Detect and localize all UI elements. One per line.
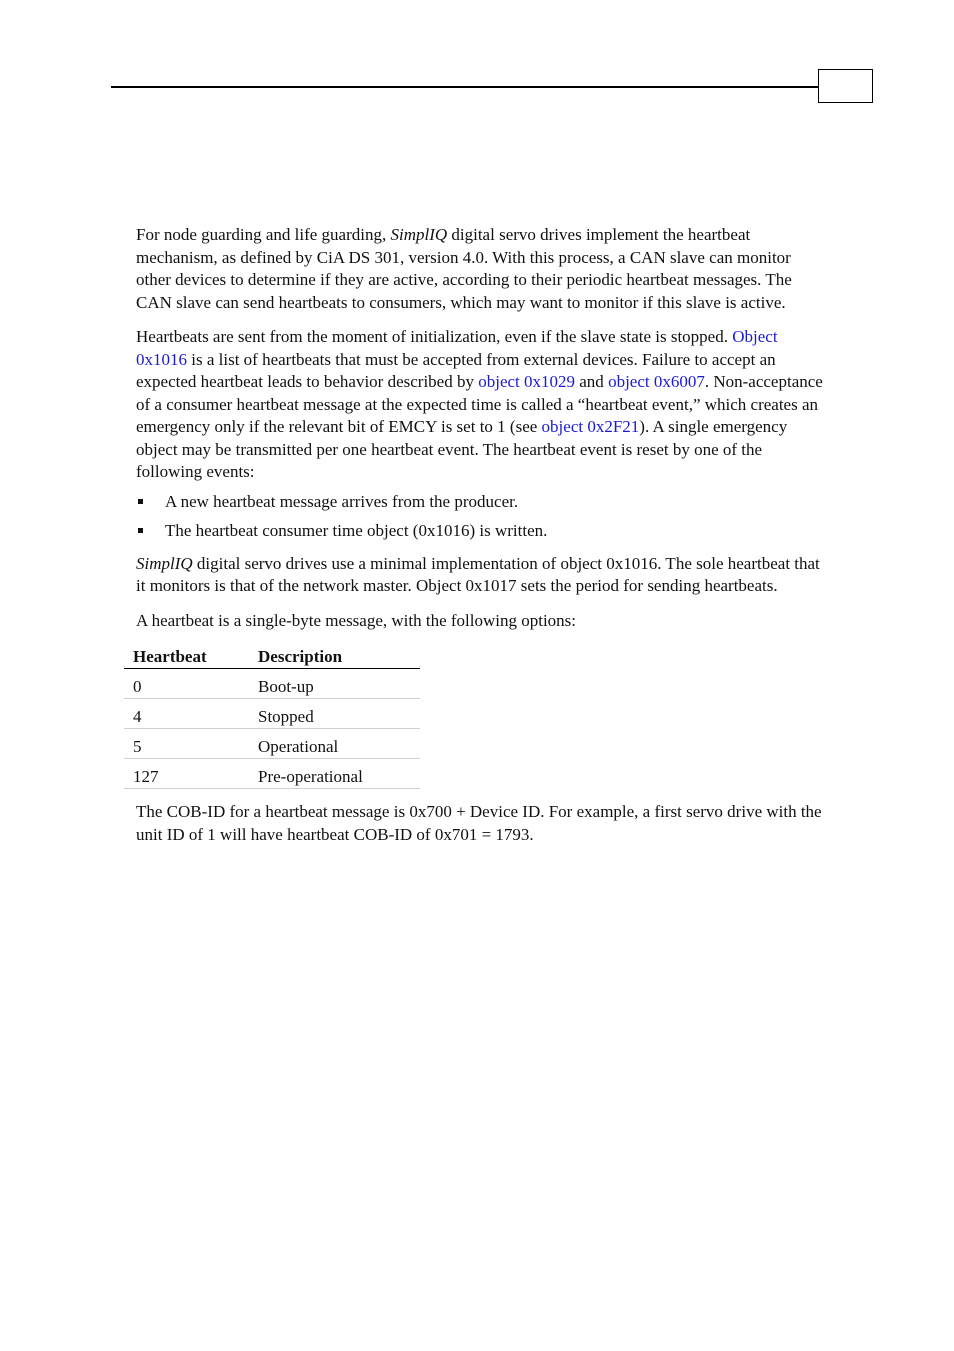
brand-name: SimplIQ <box>136 553 193 573</box>
list-item-text: A new heartbeat message arrives from the producer. <box>165 491 519 511</box>
cell-description: Operational <box>249 729 420 759</box>
link-object-0x1029[interactable]: object 0x1029 <box>478 372 576 391</box>
cell-heartbeat: 0 <box>124 669 249 699</box>
para2-text-1: Heartbeats are sent from the moment of initialization, even if the slave state is stopped. <box>136 327 733 346</box>
table-header-row <box>124 644 420 669</box>
document-body <box>133 224 826 858</box>
cell-description: Stopped <box>249 699 420 729</box>
para2-text-5: ). A single emergency object may be transmitted per one heartbeat event. The heartbeat event is reset by one of the following events: <box>136 417 788 481</box>
cell-heartbeat: 5 <box>124 729 249 759</box>
implementation-paragraph <box>136 553 826 598</box>
para3-text: digital servo drives use a minimal implementation of object 0x1016. The sole heartbeat that it monitors is that of the network master. Object 0x1017 sets the period for sending heartbeats. <box>136 553 820 595</box>
reset-events-list <box>136 491 826 543</box>
header-heartbeat: Heartbeat <box>124 644 249 669</box>
heartbeat-table <box>124 644 420 789</box>
link-object-0x1016[interactable]: Object 0x1016 <box>136 327 778 369</box>
list-item <box>136 491 826 514</box>
para2-text-2: is a list of heartbeats that must be accepted from external devices. Failure to accept an expected heartbeat leads to behavior described by <box>136 349 776 391</box>
bullet-icon <box>138 499 143 504</box>
heartbeat-paragraph <box>136 326 826 484</box>
table-row <box>124 759 420 789</box>
cell-description: Pre-operational <box>249 759 420 789</box>
list-item-text: The heartbeat consumer time object (0x1016) is written. <box>165 521 548 540</box>
para2-text-4: . Non-acceptance of a consumer heartbeat message at the expected time is called a “heartbeat event,” which creates an emergency only if the relevant bit of EMCY is set to 1 (see <box>136 372 823 436</box>
table-row <box>124 729 420 759</box>
cell-description: Boot-up <box>249 669 420 699</box>
page-number-box <box>818 69 873 103</box>
cell-heartbeat: 127 <box>124 759 249 789</box>
link-object-0x6007[interactable]: object 0x6007 <box>608 372 705 391</box>
intro-paragraph <box>136 224 826 314</box>
intro-text-2: digital servo drives implement the heartbeat mechanism, as defined by CiA DS 301, version 4.0. With this process, a CAN slave can monitor other devices to determine if they are active, according to their periodic heartbeat messages. The CAN slave can send heartbeats to consumers, which may want to monitor if this slave is active. <box>136 225 792 312</box>
options-intro: A heartbeat is a single-byte message, with the following options: <box>136 610 577 630</box>
header-rule <box>111 86 819 88</box>
list-item <box>136 520 826 543</box>
cob-id-paragraph: The COB-ID for a heartbeat message is 0x700 + Device ID. For example, a first servo drive with the unit ID of 1 will have heartbeat COB-ID of 0x701 = 1793. <box>136 802 822 844</box>
link-object-0x2F21[interactable]: object 0x2F21 <box>541 417 640 436</box>
header-description: Description <box>249 644 420 669</box>
para2-text-3: and <box>575 372 609 391</box>
bullet-icon <box>138 528 143 533</box>
table-row <box>124 699 420 729</box>
table-row <box>124 669 420 699</box>
cell-heartbeat: 4 <box>124 699 249 729</box>
intro-text-1: For node guarding and life guarding, <box>136 225 391 244</box>
brand-name: SimplIQ <box>390 225 448 244</box>
